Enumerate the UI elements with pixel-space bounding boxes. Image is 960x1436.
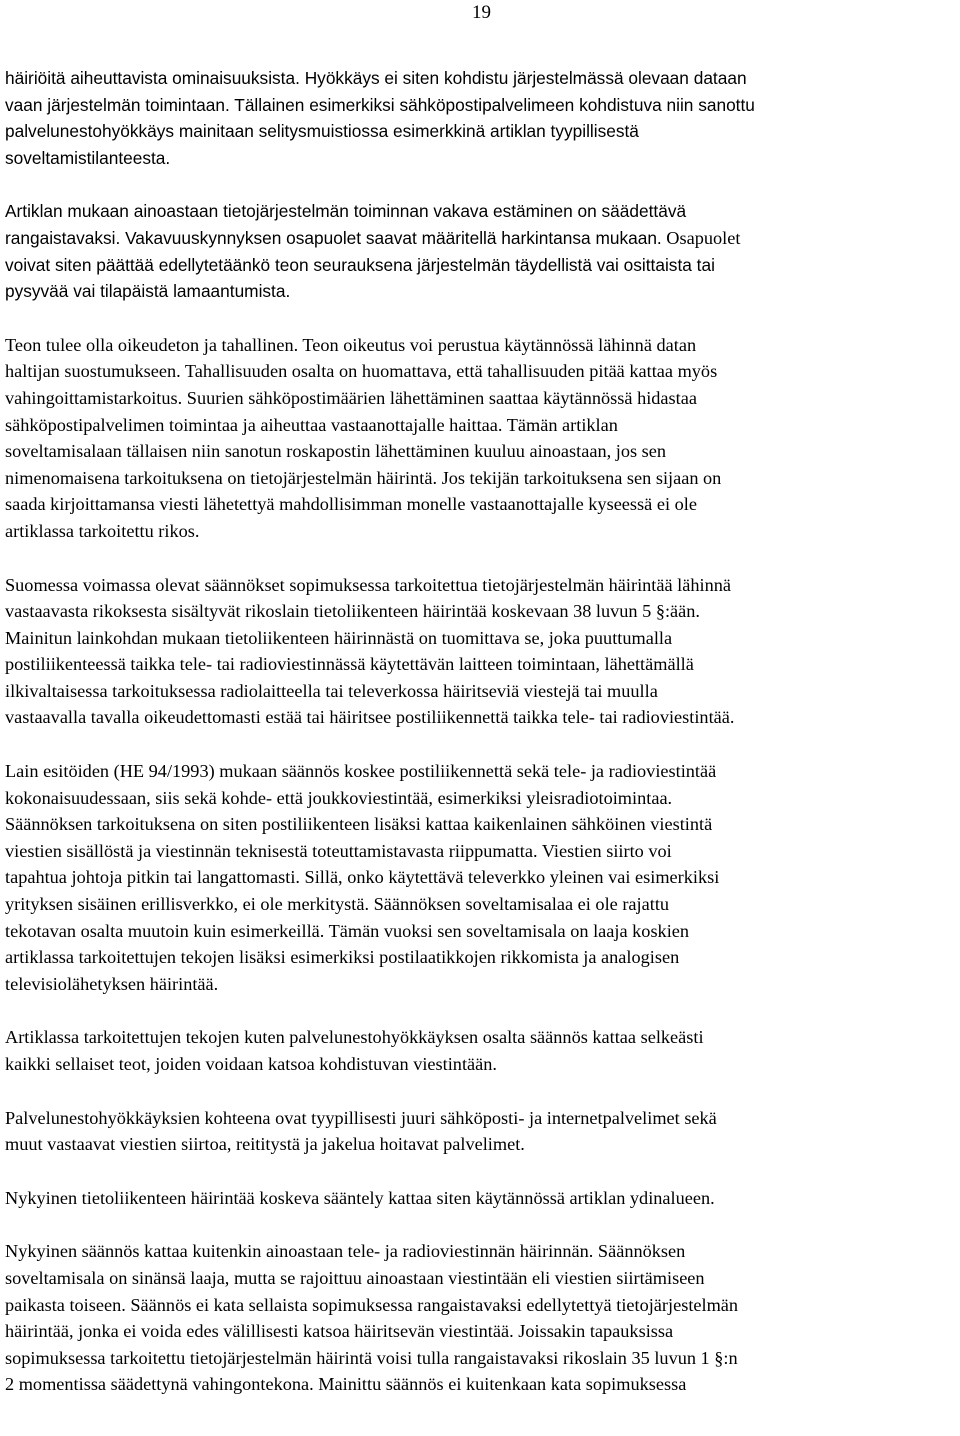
text-line bbox=[5, 1105, 957, 1132]
text-line bbox=[5, 1265, 957, 1292]
text-segment: soveltamistilanteesta. bbox=[5, 147, 171, 168]
text-line bbox=[5, 651, 957, 678]
page-number: 19 bbox=[472, 2, 491, 23]
text-segment: Nykyinen säännös kattaa kuitenkin ainoastaan tele- ja radioviestinnän häirinnän. Säännöksen bbox=[5, 1241, 686, 1262]
text-line bbox=[5, 625, 957, 652]
text-segment: nimenomaisena tarkoituksena on tietojärjestelmän häirintä. Jos tekijän tarkoituksena sen sijaan on bbox=[5, 467, 722, 488]
text-segment: voivat siten päättää edellytetäänkö teon seurauksena järjestelmän täydellistä vai osittaista tai bbox=[5, 254, 715, 275]
paragraph bbox=[5, 1185, 957, 1212]
text-line bbox=[5, 438, 957, 465]
text-line bbox=[5, 491, 957, 518]
text-segment: Artiklan mukaan ainoastaan tietojärjestelmän toiminnan vakava estäminen on säädettävä bbox=[5, 201, 687, 222]
text-segment: Artiklassa tarkoitettujen tekojen kuten palvelunestohyökkäyksen osalta säännös kattaa selkeästi bbox=[5, 1027, 704, 1048]
paragraph bbox=[5, 1024, 957, 1077]
text-line bbox=[5, 65, 957, 92]
text-segment: Osapuolet bbox=[661, 227, 741, 248]
text-line bbox=[5, 358, 957, 385]
text-line bbox=[5, 1318, 957, 1345]
text-line bbox=[5, 332, 957, 359]
text-line bbox=[5, 92, 957, 119]
text-line bbox=[5, 918, 957, 945]
text-segment: häiriöitä aiheuttavista ominaisuuksista. Hyökkäys ei siten kohdistu järjestelmässä olevaan dataan bbox=[5, 68, 747, 88]
text-segment: 2 momentissa säädettynä vahingontekona. Mainittu säännös ei kuitenkaan kata sopimuksessa bbox=[5, 1374, 687, 1395]
text-line bbox=[5, 1024, 957, 1051]
text-segment: kokonaisuudessaan, siis sekä kohde- että joukkoviestintää, esimerkiksi yleisradiotoimintaa. bbox=[5, 787, 673, 808]
text-segment: Lain esitöiden (HE 94/1993) mukaan säännös koskee postiliikennettä sekä tele- ja radioviestintää bbox=[5, 761, 717, 782]
text-segment: vastaavasta rikoksesta sisältyvät rikoslain tietoliikenteen häirintää koskevaan 38 luvun 5 §:ään. bbox=[5, 601, 700, 622]
text-line bbox=[5, 412, 957, 439]
text-segment: Palvelunestohyökkäyksien kohteena ovat tyypillisesti juuri sähköposti- ja internetpalvelimet sekä bbox=[5, 1107, 717, 1128]
paragraph bbox=[5, 198, 957, 304]
text-line bbox=[5, 225, 957, 252]
text-line bbox=[5, 572, 957, 599]
text-segment: muut vastaavat viestien siirtoa, reititystä ja jakelua hoitavat palvelimet. bbox=[5, 1134, 525, 1155]
text-line bbox=[5, 758, 957, 785]
text-segment: artiklassa tarkoitettujen tekojen lisäksi esimerkiksi postilaatikkojen rikkomista ja analogisen bbox=[5, 947, 680, 968]
text-segment: viestien sisällöstä ja viestinnän teknisestä toteuttamistavasta riippumatta. Viestien siirto voi bbox=[5, 840, 672, 861]
text-segment: yrityksen sisäinen erillisverkko, ei ole merkitystä. Säännöksen soveltamisalaa ei ole rajattu bbox=[5, 894, 670, 915]
text-line bbox=[5, 971, 957, 998]
text-line bbox=[5, 385, 957, 412]
text-segment: vaan järjestelmän toimintaan. Tällainen esimerkiksi sähköpostipalvelimeen kohdistuva niin sanottu bbox=[5, 94, 755, 115]
text-line bbox=[5, 944, 957, 971]
paragraph bbox=[5, 1238, 957, 1398]
text-segment: häirintää, jonka ei voida edes välillisesti katsoa häiritsevän viestintää. Joissakin tapauksissa bbox=[5, 1321, 674, 1342]
text-line bbox=[5, 811, 957, 838]
paragraph bbox=[5, 1105, 957, 1158]
text-line bbox=[5, 1238, 957, 1265]
text-segment: ilkivaltaisessa tarkoituksessa radiolaitteella tai televerkossa häiritseviä viestejä tai muulla bbox=[5, 680, 658, 701]
text-segment: Mainitun lainkohdan mukaan tietoliikenteen häirinnästä on tuomittava se, joka puuttumalla bbox=[5, 627, 673, 648]
text-segment: Teon tulee olla oikeudeton ja tahallinen. Teon oikeutus voi perustua käytännössä lähinnä datan bbox=[5, 334, 697, 355]
text-line bbox=[5, 1131, 957, 1158]
text-line bbox=[5, 838, 957, 865]
text-segment: Säännöksen tarkoituksena on siten postiliikenteen lisäksi kattaa kaikenlainen sähköinen viestintä bbox=[5, 814, 713, 835]
text-line bbox=[5, 465, 957, 492]
text-line bbox=[5, 1185, 957, 1212]
paragraph bbox=[5, 65, 957, 171]
text-line bbox=[5, 864, 957, 891]
text-segment: artiklassa tarkoitettu rikos. bbox=[5, 520, 200, 541]
text-segment: vahingoittamistarkoitus. Suurien sähköpostimäärien lähettäminen saattaa käytännössä hidastaa bbox=[5, 387, 697, 408]
text-segment: palvelunestohyökkäys mainitaan selitysmuistiossa esimerkkinä artiklan tyypillisestä bbox=[5, 121, 639, 142]
text-line bbox=[5, 145, 957, 172]
text-segment: sopimuksessa tarkoitettu tietojärjestelmän häirintä voisi tulla rangaistavaksi rikoslain 35 luvun 1 §:n bbox=[5, 1347, 738, 1368]
text-line bbox=[5, 118, 957, 145]
text-line bbox=[5, 198, 957, 225]
text-line bbox=[5, 598, 957, 625]
text-segment: Suomessa voimassa olevat säännökset sopimuksessa tarkoitettua tietojärjestelmän häirintää lähinnä bbox=[5, 574, 731, 595]
text-segment: pysyvää vai tilapäistä lamaantumista. bbox=[5, 281, 291, 302]
text-segment: kaikki sellaiset teot, joiden voidaan katsoa kohdistuvan viestintään. bbox=[5, 1054, 497, 1074]
paragraph bbox=[5, 332, 957, 545]
text-line bbox=[5, 1292, 957, 1319]
text-line bbox=[5, 1345, 957, 1372]
text-segment: vastaavalla tavalla oikeudettomasti estää tai häiritsee postiliikennettä taikka tele- tai radioviestintää. bbox=[5, 707, 735, 728]
text-segment: televisiolähetyksen häirintää. bbox=[5, 973, 219, 994]
text-line bbox=[5, 1051, 957, 1078]
text-line bbox=[5, 518, 957, 545]
text-line bbox=[5, 704, 957, 731]
paragraph bbox=[5, 572, 957, 732]
text-line bbox=[5, 252, 957, 279]
text-segment: Nykyinen tietoliikenteen häirintää koskeva sääntely kattaa siten käytännössä artiklan ydinalueen. bbox=[5, 1187, 715, 1208]
text-segment: soveltamisalaan tällaisen niin sanotun roskapostin lähettäminen kuuluu ainoastaan, jos sen bbox=[5, 441, 667, 462]
text-segment: sähköpostipalvelimen toimintaa ja aiheuttaa vastaanottajalle haittaa. Tämän artiklan bbox=[5, 414, 618, 435]
text-segment: soveltamisala on sinänsä laaja, mutta se rajoittuu ainoastaan viestintään eli viestien siirtämiseen bbox=[5, 1267, 705, 1288]
text-line bbox=[5, 785, 957, 812]
paragraph bbox=[5, 758, 957, 997]
text-line bbox=[5, 891, 957, 918]
text-line bbox=[5, 1371, 957, 1398]
text-segment: saada kirjoittamansa viesti lähetettyä mahdollisimman monelle vastaanottajalle kyseessä ei ole bbox=[5, 494, 697, 515]
text-line bbox=[5, 278, 957, 305]
text-segment: postiliikenteessä taikka tele- tai radioviestinnässä käytettävän laitteen toimintaan, lähettämällä bbox=[5, 654, 694, 675]
document-body bbox=[5, 65, 957, 1425]
text-line bbox=[5, 678, 957, 705]
text-segment: rangaistavaksi. Vakavuuskynnyksen osapuolet saavat määritellä harkintansa mukaan. bbox=[5, 227, 662, 248]
text-segment: tapahtua johtoja pitkin tai langattomasti. Sillä, onko käytettävä televerkko yleinen vai esimerkiksi bbox=[5, 867, 720, 888]
text-segment: haltijan suostumukseen. Tahallisuuden osalta on huomattava, että tahallisuuden pitää kattaa myös bbox=[5, 361, 718, 382]
text-segment: tekotavan osalta muutoin kuin esimerkeillä. Tämän vuoksi sen soveltamisala on laaja koskien bbox=[5, 920, 690, 941]
text-segment: paikasta toiseen. Säännös ei kata sellaista sopimuksessa rangaistavaksi edellytettyä tietojärjestelmän bbox=[5, 1294, 739, 1315]
